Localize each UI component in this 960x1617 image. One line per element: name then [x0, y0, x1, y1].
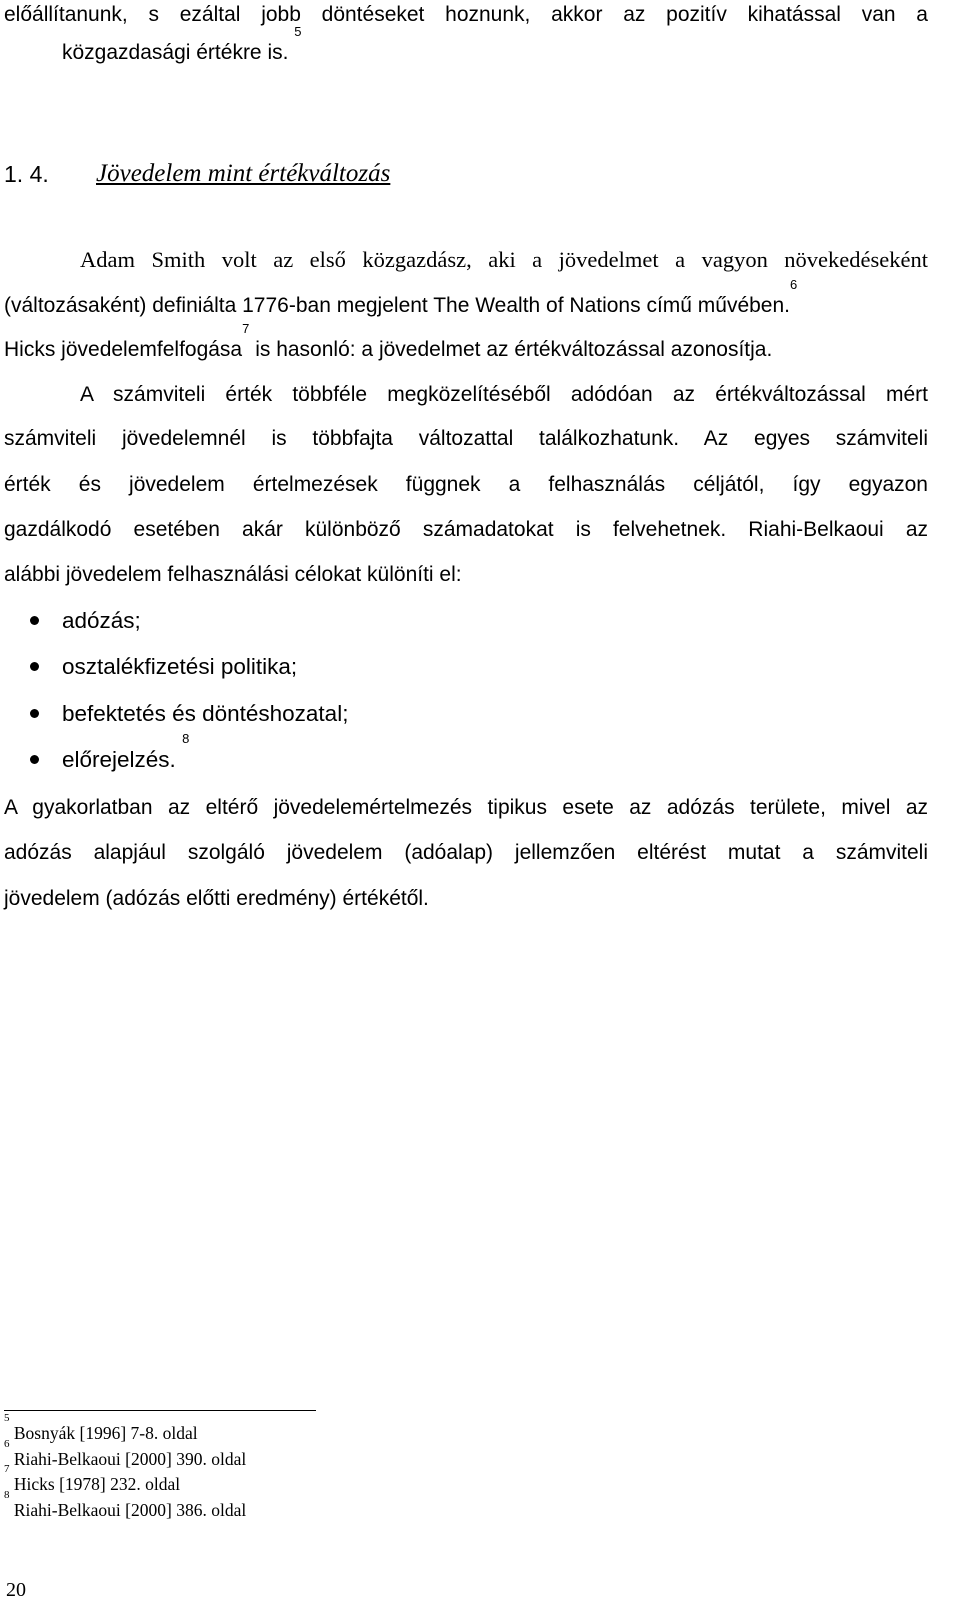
footnote-separator — [4, 1410, 316, 1411]
body-text-line — [62, 24, 302, 68]
list-item-label: előrejelzés. — [62, 747, 176, 772]
body-text-line: gazdálkodó esetében akár különböző számadatokat is felvehetnek. Riahi-Belkaoui az — [4, 518, 928, 541]
body-text-line: A számviteli érték többféle megközelítéséből adódóan az értékváltozással mért — [80, 383, 928, 406]
body-text-line — [4, 277, 798, 321]
body-text-line: számviteli jövedelemnél is többfajta változattal találkozhatunk. Az egyes számviteli — [4, 427, 928, 450]
body-text: közgazdasági értékre is. — [62, 41, 289, 64]
section-title: Jövedelem mint értékváltozás — [96, 160, 391, 187]
body-text: Hicks jövedelemfelfogása — [4, 338, 243, 361]
section-number: 1. 4. — [4, 161, 49, 187]
bullet-icon — [30, 755, 39, 764]
section-heading — [4, 158, 391, 191]
footnote-ref: 8 — [182, 731, 190, 746]
footnote-ref: 6 — [790, 277, 798, 292]
footnote — [4, 1438, 247, 1470]
footnote-ref: 5 — [294, 24, 302, 39]
list-item-text — [62, 731, 190, 775]
footnote-number: 5 — [4, 1412, 10, 1424]
list-item-text: osztalékfizetési politika; — [62, 654, 298, 679]
body-text: is hasonló: a jövedelmet az értékváltozással azonosítja. — [249, 338, 773, 361]
body-text-line: jövedelem (adózás előtti eredmény) értékétől. — [4, 887, 429, 910]
footnote — [4, 1412, 198, 1444]
bullet-icon — [30, 662, 39, 671]
footnote-ref: 7 — [242, 321, 250, 336]
footnote-text: Hicks [1978] 232. oldal — [9, 1474, 181, 1494]
page-number: 20 — [6, 1579, 26, 1601]
footnote-text: Bosnyák [1996] 7-8. oldal — [9, 1423, 198, 1443]
footnote — [4, 1463, 181, 1495]
bullet-icon — [30, 709, 39, 718]
footnote — [4, 1489, 247, 1521]
list-item-text: adózás; — [62, 608, 141, 633]
footnote-number: 6 — [4, 1438, 10, 1450]
bullet-icon — [30, 616, 39, 625]
footnote-text: Riahi-Belkaoui [2000] 390. oldal — [9, 1449, 247, 1469]
body-text-line — [4, 321, 773, 365]
body-text: (változásaként) definiálta 1776-ban megjelent The Wealth of Nations című művében. — [4, 294, 791, 317]
body-text-line: érték és jövedelem értelmezések függnek a felhasználás céljától, így egyazon — [4, 473, 928, 496]
body-text-line: adózás alapjául szolgáló jövedelem (adóalap) jellemzően eltérést mutat a számviteli — [4, 841, 928, 864]
footnote-text: Riahi-Belkaoui [2000] 386. oldal — [9, 1500, 247, 1520]
body-text-line: Adam Smith volt az első közgazdász, aki a jövedelmet a vagyon növekedéseként — [80, 247, 928, 272]
body-text-line: előállítanunk, s ezáltal jobb döntéseket hoznunk, akkor az pozitív kihatással van a — [4, 3, 928, 26]
list-item-text: befektetés és döntéshozatal; — [62, 701, 349, 726]
footnote-number: 7 — [4, 1463, 10, 1475]
body-text-line: alábbi jövedelem felhasználási célokat különíti el: — [4, 563, 462, 586]
body-text-line: A gyakorlatban az eltérő jövedelemértelmezés tipikus esete az adózás területe, mivel az — [4, 796, 928, 819]
footnote-number: 8 — [4, 1489, 10, 1501]
